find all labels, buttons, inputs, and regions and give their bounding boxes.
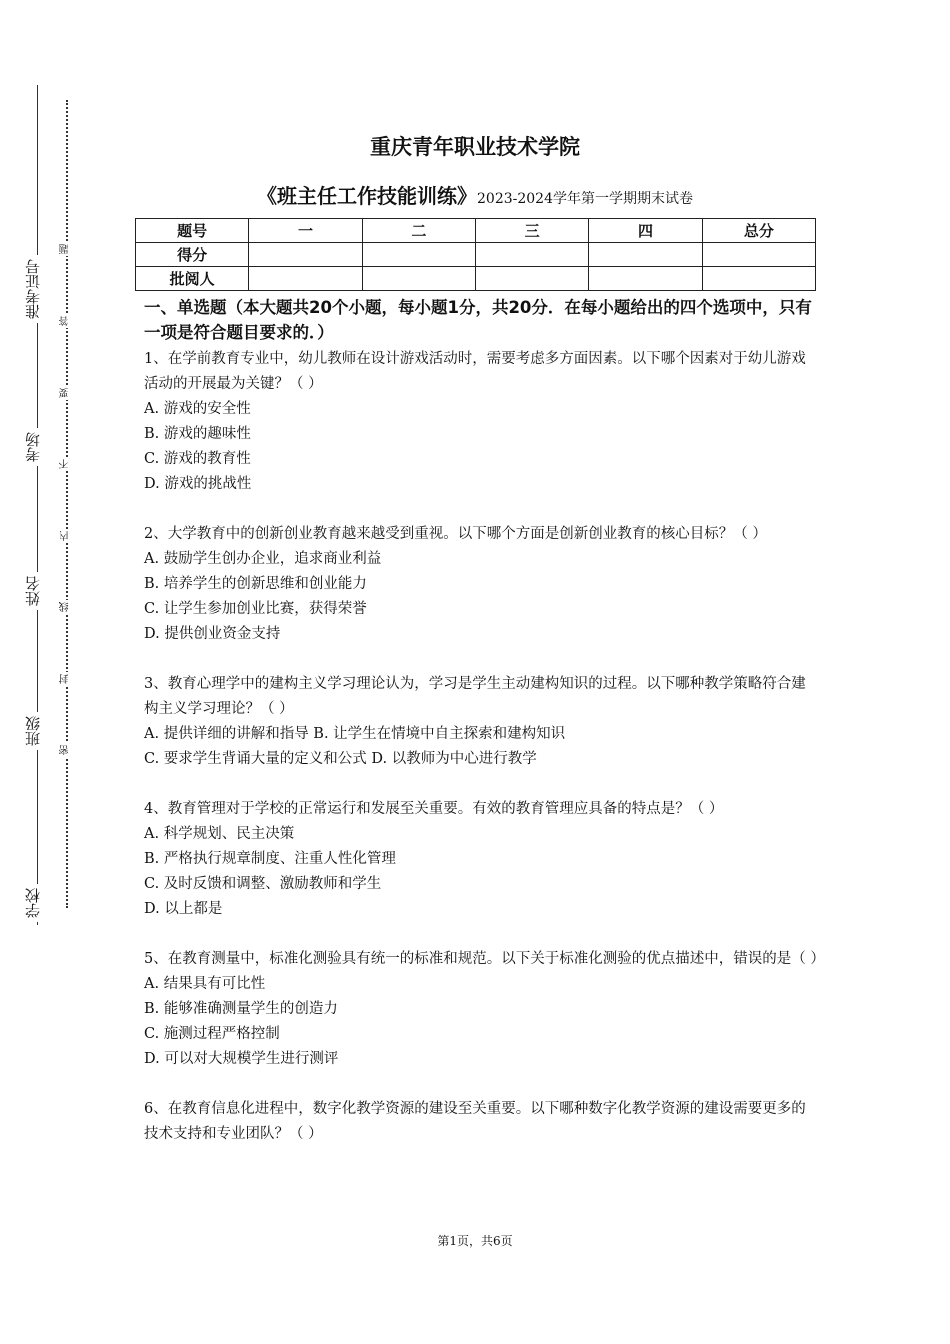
- question-option: C. 及时反馈和调整、激励教师和学生: [144, 876, 382, 892]
- score-table-header: 四: [589, 219, 702, 243]
- question-option: C. 要求学生背诵大量的定义和公式 D. 以教师为中心进行教学: [144, 751, 537, 767]
- school-label: 学校: [22, 884, 48, 922]
- question-option: A. 科学规划、民主决策: [144, 826, 295, 842]
- name-label: 姓名: [22, 572, 48, 610]
- score-row: [136, 243, 816, 267]
- question-stem: 6、在教育信息化进程中，数字化教学资源的建设至关重要。以下哪种数字化教学资源的建设需要更多的技术支持和专业团队？（ ）: [144, 1101, 806, 1142]
- score-cell: [362, 243, 475, 267]
- score-table-header: 一: [249, 219, 362, 243]
- question-option: A. 游戏的安全性: [144, 401, 251, 417]
- question-option: C. 让学生参加创业比赛，获得荣誉: [144, 601, 367, 617]
- question-4: [144, 797, 820, 922]
- question-option: B. 游戏的趣味性: [144, 426, 251, 442]
- reviewer-row: [136, 267, 816, 291]
- page-footer: 第1页，共6页: [437, 1234, 513, 1248]
- section-title: 一、单选题（本大题共20个小题，每小题1分，共20分．在每小题给出的四个选项中，只有一项是符合题目要求的．）: [144, 298, 812, 342]
- question-stem: 5、在教育测量中，标准化测验具有统一的标准和规范。以下关于标准化测验的优点描述中，错误的是（ ）: [144, 951, 825, 967]
- seal-char: 线: [60, 600, 74, 614]
- score-table-header: 题号: [136, 219, 249, 243]
- seal-char: 要: [60, 386, 74, 400]
- question-option: D. 以上都是: [144, 901, 223, 917]
- question-option: D. 游戏的挑战性: [144, 476, 252, 492]
- course-title: 《班主任工作技能训练》: [257, 184, 477, 208]
- question-option: A. 提供详细的讲解和指导 B. 让学生在情境中自主探索和建构知识: [144, 726, 566, 742]
- reviewer-cell: [362, 267, 475, 291]
- exam-title: [0, 180, 950, 209]
- question-stem: 4、教育管理对于学校的正常运行和发展至关重要。有效的教育管理应具备的特点是？（ ）: [144, 801, 724, 817]
- score-cell: [475, 243, 588, 267]
- reviewer-cell: [589, 267, 702, 291]
- seal-char: 封: [60, 672, 74, 686]
- class-label: 班级: [22, 712, 48, 750]
- question-option: A. 结果具有可比性: [144, 976, 266, 992]
- seal-char: 答: [60, 314, 74, 328]
- score-table-header: 总分: [702, 219, 815, 243]
- reviewer-row-label: 批阅人: [136, 267, 249, 291]
- seal-char: 不: [60, 457, 74, 471]
- school-name: 重庆青年职业技术学院: [370, 135, 580, 159]
- question-option: D. 可以对大规模学生进行测评: [144, 1051, 339, 1067]
- score-table-header-row: [136, 219, 816, 243]
- score-cell: [589, 243, 702, 267]
- seal-char: 密: [60, 743, 74, 757]
- question-option: A. 鼓励学生创办企业，追求商业利益: [144, 551, 382, 567]
- question-option: B. 能够准确测量学生的创造力: [144, 1001, 338, 1017]
- score-cell: [702, 243, 815, 267]
- reviewer-cell: [249, 267, 362, 291]
- question-5: [144, 947, 825, 1072]
- score-cell: [249, 243, 362, 267]
- question-option: B. 严格执行规章制度、注重人性化管理: [144, 851, 396, 867]
- question-3: [144, 672, 820, 772]
- score-row-label: 得分: [136, 243, 249, 267]
- seal-char: 题: [60, 242, 74, 256]
- binding-solid-line: [37, 85, 38, 925]
- question-1: [144, 347, 820, 497]
- question-stem: 1、在学前教育专业中，幼儿教师在设计游戏活动时，需要考虑多方面因素。以下哪个因素对于幼儿游戏活动的开展最为关键？（ ）: [144, 351, 806, 392]
- exam-number-label: 准考证号: [22, 255, 48, 323]
- score-table: [135, 218, 816, 291]
- question-2: [144, 522, 820, 647]
- binding-dotted-line: [66, 100, 68, 908]
- exam-content: [144, 295, 825, 1172]
- term-title: 2023-2024学年第一学期期末试卷: [477, 191, 693, 207]
- question-stem: 3、教育心理学中的建构主义学习理论认为，学习是学生主动建构知识的过程。以下哪种教学策略符合建构主义学习理论？（ ）: [144, 676, 806, 717]
- seal-char: 内: [60, 529, 74, 543]
- question-option: C. 施测过程严格控制: [144, 1026, 280, 1042]
- exam-room-label: 考场: [22, 428, 48, 466]
- question-stem: 2、大学教育中的创新创业教育越来越受到重视。以下哪个方面是创新创业教育的核心目标？（ ）: [144, 526, 767, 542]
- question-option: D. 提供创业资金支持: [144, 626, 281, 642]
- score-table-header: 二: [362, 219, 475, 243]
- reviewer-cell: [702, 267, 815, 291]
- score-table-header: 三: [475, 219, 588, 243]
- question-option: C. 游戏的教育性: [144, 451, 251, 467]
- reviewer-cell: [475, 267, 588, 291]
- question-6: [144, 1097, 820, 1147]
- question-option: B. 培养学生的创新思维和创业能力: [144, 576, 367, 592]
